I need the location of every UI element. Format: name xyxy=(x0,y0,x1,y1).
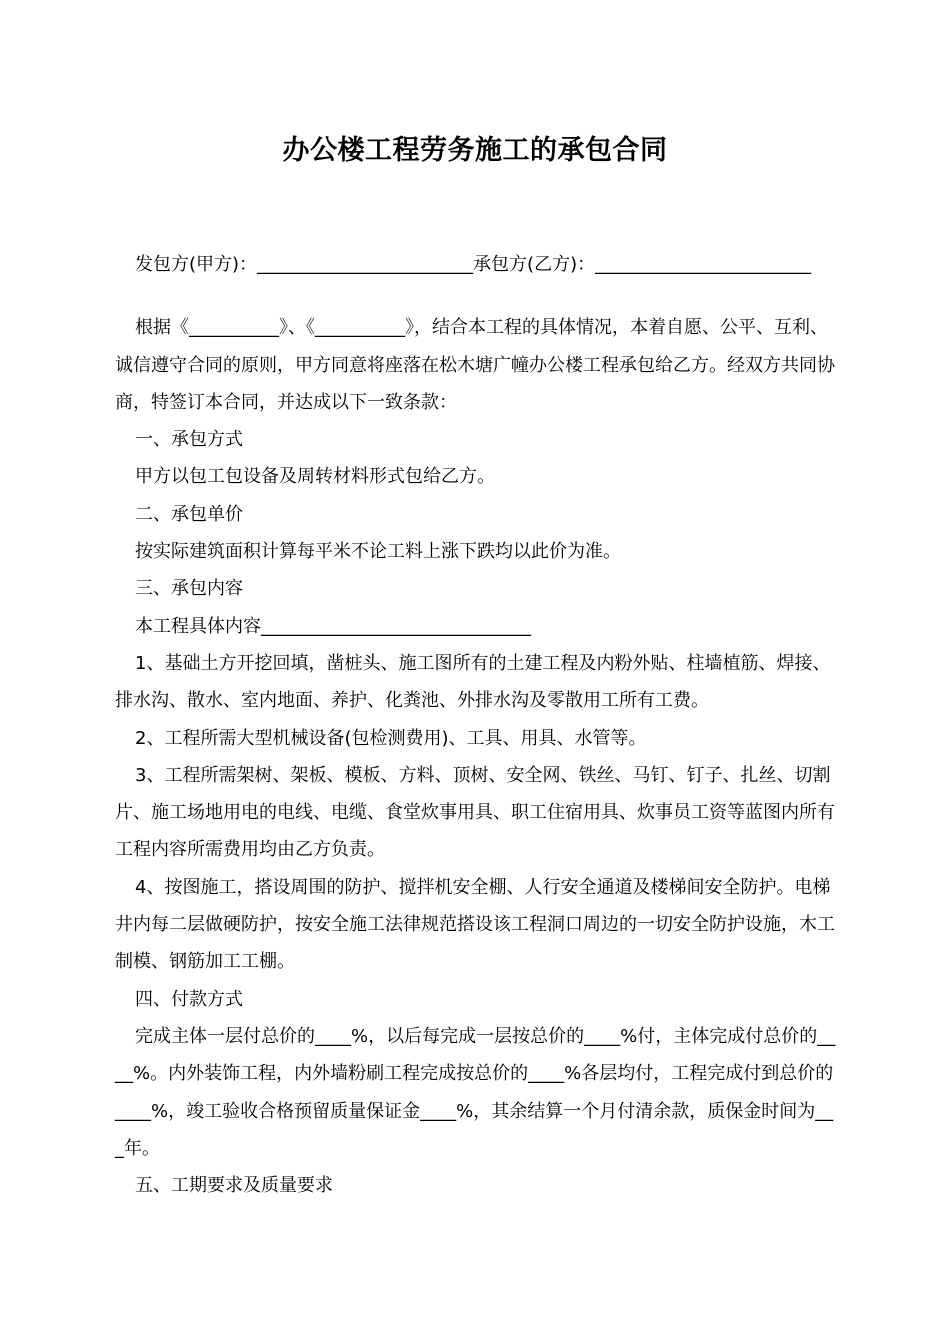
section-heading-unit-price: 二、承包单价 xyxy=(135,503,243,525)
unit-price-paragraph: 按实际建筑面积计算每平米不论工料上涨下跌均以此价为准。 xyxy=(135,541,621,563)
section-heading-schedule-quality: 五、工期要求及质量要求 xyxy=(135,1175,333,1197)
scope-item-4: 4、按图施工，搭设周围的防护、搅拌机安全棚、人行安全通道及楼梯间安全防护。电梯井内每二层做硬防护，按安全施工法律规范搭设该工程洞口周边的一切安全防护设施，木工制模、钢筋加工工棚。 xyxy=(115,876,835,973)
document-title: 办公楼工程劳务施工的承包合同 xyxy=(282,135,668,166)
scope-intro-paragraph: 本工程具体内容______________________________ xyxy=(135,615,531,637)
parties-line: 发包方(甲方)：________________________承包方(乙方)：________________________ xyxy=(135,254,812,275)
scope-item-3: 3、工程所需架树、架板、模板、方料、顶树、安全网、铁丝、马钉、钉子、扎丝、切割片、施工场地用电的电线、电缆、食堂炊事用具、职工住宿用具、炊事员工资等蓝图内所有工程内容所需费用均由乙方负责。 xyxy=(115,764,835,861)
contract-body xyxy=(115,246,840,1204)
section-heading-contract-method: 一、承包方式 xyxy=(135,429,243,451)
scope-item-1: 1、基础土方开挖回填，凿桩头、施工图所有的土建工程及内粉外贴、柱墙植筋、焊接、排水沟、散水、室内地面、养护、化粪池、外排水沟及零散用工所有工费。 xyxy=(115,652,831,712)
payment-paragraph: 完成主体一层付总价的____%，以后每完成一层按总价的____%付，主体完成付总价的____%。内外装饰工程，内外墙粉刷工程完成按总价的____%各层均付，工程完成付到总价的____%，竣工验收合格预留质量保证金____%，其余结算一个月付清余款，质保金时间为___年。 xyxy=(115,1025,836,1159)
scope-item-2: 2、工程所需大型机械设备(包检测费用)、工具、用具、水管等。 xyxy=(135,727,647,749)
preamble-paragraph: 根据《__________》、《__________》，结合本工程的具体情况，本着自愿、公平、互利、诚信遵守合同的原则，甲方同意将座落在松木塘广幢办公楼工程承包给乙方。经双方共同协商，特签订本合同，并达成以下一致条款： xyxy=(115,317,835,413)
contract-method-paragraph: 甲方以包工包设备及周转材料形式包给乙方。 xyxy=(135,466,495,488)
section-heading-payment: 四、付款方式 xyxy=(135,988,243,1010)
section-heading-scope: 三、承包内容 xyxy=(135,578,243,600)
